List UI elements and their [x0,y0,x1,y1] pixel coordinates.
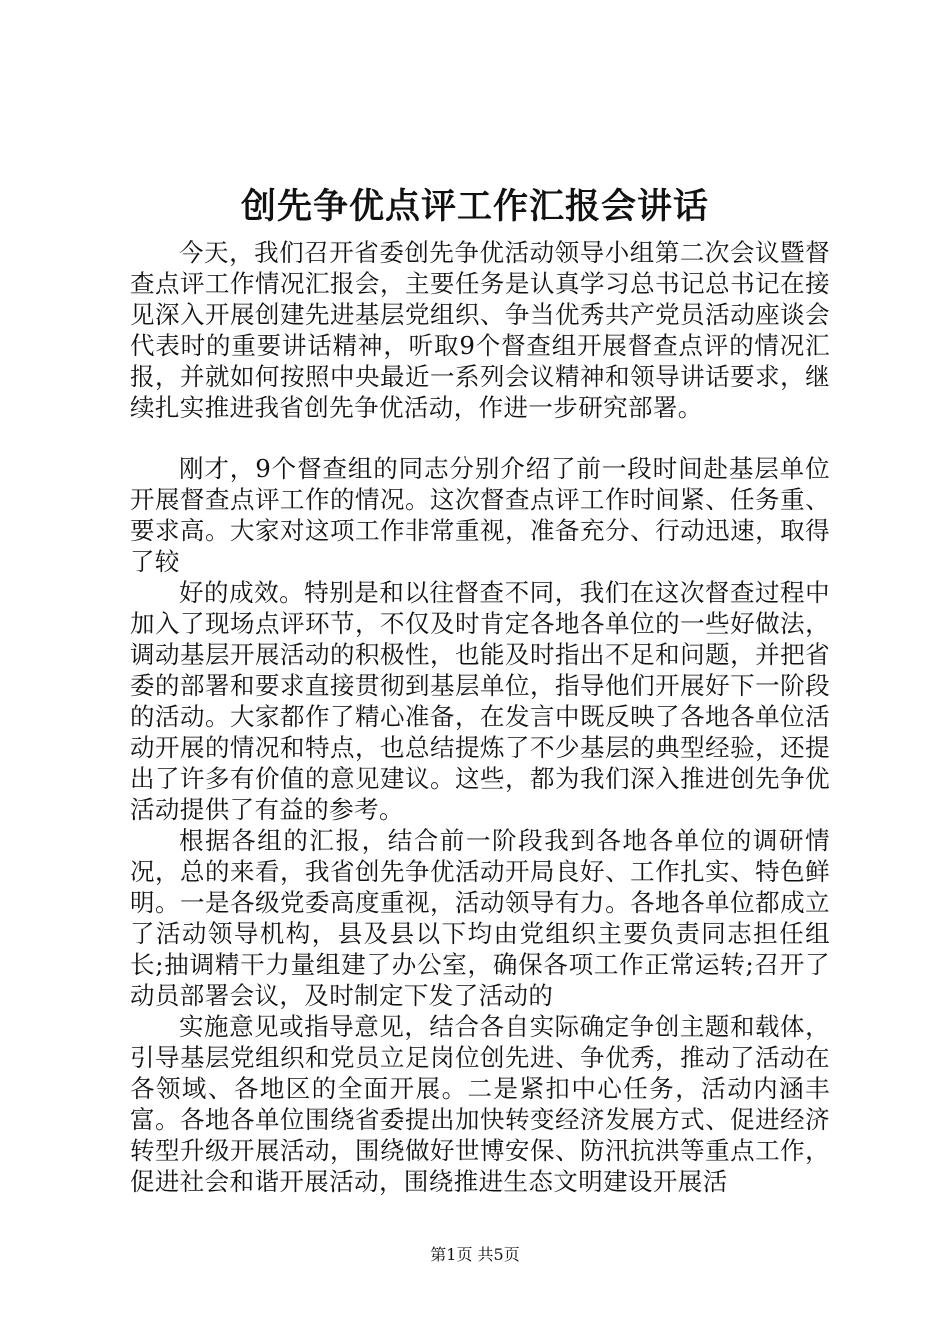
paragraph-implementation: 实施意见或指导意见，结合各自实际确定争创主题和载体，引导基层党组织和党员立足岗位创先进、争优秀，推动了活动在各领域、各地区的全面开展。二是紧扣中心任务，活动内涵丰富。各地各单位围绕省委提出加快转变经济发展方式、促进经济转型升级开展活动，围绕做好世博安保、防汛抗洪等重点工作，促进社会和谐开展活动，围绕推进生态文明建设开展活 [130,1012,830,1196]
page-footer: 第1页 共5页 [430,1245,520,1264]
paragraph-report-summary: 刚才，9个督查组的同志分别介绍了前一段时间赴基层单位开展督查点评工作的情况。这次督查点评工作时间紧、任务重、要求高。大家对这项工作非常重视，准备充分、行动迅速，取得了较 [130,454,830,576]
second-block [130,453,830,1197]
first-block [130,237,830,423]
paragraph-intro: 今天，我们召开省委创先争优活动领导小组第二次会议暨督查点评工作情况汇报会，主要任务是认真学习总书记总书记在接见深入开展创建先进基层党组织、争当优秀共产党员活动座谈会代表时的重要讲话精神，听取9个督查组开展督查点评的情况汇报，并就如何按照中央最近一系列会议精神和领导讲话要求，继续扎实推进我省创先争优活动，作进一步研究部署。 [130,238,830,422]
paragraph-overall-assessment: 根据各组的汇报，结合前一阶段我到各地各单位的调研情况，总的来看，我省创先争优活动开局良好、工作扎实、特色鲜明。一是各级党委高度重视，活动领导有力。各地各单位都成立了活动领导机构，县及县以下均由党组织主要负责同志担任组长;抽调精干力量组建了办公室，确保各项工作正常运转;召开了动员部署会议，及时制定下发了活动的 [130,826,830,1010]
document-title: 创先争优点评工作汇报会讲话 [240,187,709,227]
paragraph-effects: 好的成效。特别是和以往督查不同，我们在这次督查过程中加入了现场点评环节，不仅及时肯定各地各单位的一些好做法，调动基层开展活动的积极性，也能及时指出不足和问题，并把省委的部署和要求直接贯彻到基层单位，指导他们开展好下一阶段的活动。大家都作了精心准备，在发言中既反映了各地各单位活动开展的情况和特点，也总结提炼了不少基层的典型经验，还提出了许多有价值的意见建议。这些，都为我们深入推进创先争优活动提供了有益的参考。 [130,578,830,824]
